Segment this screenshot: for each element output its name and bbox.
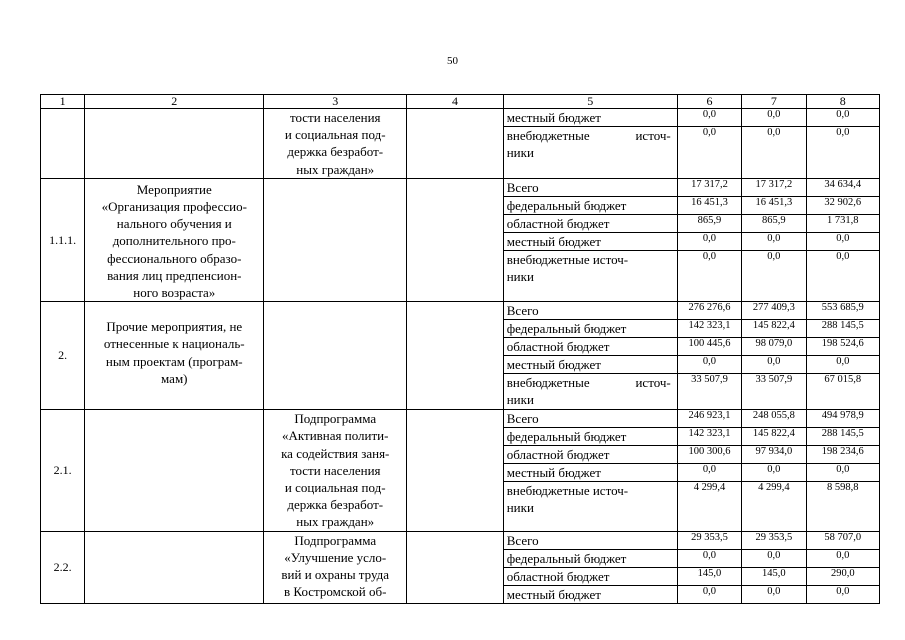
amount-value: 0,0 [742, 585, 805, 603]
amount-value: 145,0 [678, 567, 741, 585]
subprogram-line: «Улучшение усло- [284, 549, 387, 565]
funding-source [504, 302, 677, 319]
event-name-line: нального обучения и [116, 216, 232, 232]
table-row [41, 109, 880, 179]
amount-value: 0,0 [678, 250, 741, 286]
amount-value: 32 902,6 [807, 196, 880, 214]
event-name-line: Прочие мероприятия, не [106, 319, 243, 335]
subprogram-cell [264, 178, 407, 301]
event-name-cell [85, 410, 264, 531]
funding-source [504, 549, 677, 567]
amount-value: 100 300,6 [678, 445, 741, 463]
amount-cell-col-8 [806, 410, 880, 531]
funding-source-line: областной бюджет [506, 568, 610, 584]
amount-cell-col-6 [677, 302, 741, 410]
subprogram-cell [264, 302, 407, 410]
amount-value: 865,9 [742, 214, 805, 232]
empty-cell [407, 109, 504, 179]
funding-source [504, 355, 677, 373]
amount-value: 16 451,3 [678, 196, 741, 214]
budget-table [40, 94, 880, 604]
amount-value: 0,0 [678, 232, 741, 250]
amount-value: 29 353,5 [755, 531, 793, 543]
funding-source-line: областной бюджет [506, 215, 610, 231]
amount-value: 277 409,3 [752, 302, 795, 314]
amount-value: 145 822,4 [742, 427, 805, 445]
funding-source-line: ники [506, 392, 534, 408]
subprogram-line: Подпрограмма [294, 411, 377, 427]
amount-cell-col-8 [806, 531, 880, 603]
amount-value: 0,0 [678, 126, 741, 162]
amount-value: 0,0 [807, 585, 880, 603]
amount-value: 288 145,5 [807, 427, 880, 445]
event-name-cell [85, 531, 264, 603]
header-col-2: 2 [85, 95, 264, 109]
funding-source-line: федеральный бюджет [506, 197, 627, 213]
table-row [41, 410, 880, 531]
funding-source-line: местный бюджет [506, 465, 601, 481]
funding-source [504, 532, 677, 549]
funding-source [504, 410, 677, 427]
funding-source-line: ники [506, 268, 534, 284]
amount-cell-col-7 [742, 531, 806, 603]
subprogram-line: держка безработ- [287, 497, 384, 513]
amount-value: 198 524,6 [807, 337, 880, 355]
event-name-line: дополнительного про- [112, 233, 236, 249]
funding-source-line: местный бюджет [506, 357, 601, 373]
funding-source-line: областной бюджет [506, 447, 610, 463]
empty-cell [407, 410, 504, 531]
funding-source-word: внебюджетные [506, 375, 590, 391]
amount-value: 100 445,6 [678, 337, 741, 355]
amount-value: 58 707,0 [824, 531, 862, 543]
subprogram-cell [264, 109, 407, 179]
amount-value: 553 685,9 [821, 302, 864, 314]
amount-value: 494 978,9 [821, 410, 864, 422]
header-col-4: 4 [407, 95, 504, 109]
amount-cell-col-6 [677, 109, 741, 179]
funding-source-line: Всего [506, 303, 539, 319]
funding-source [504, 481, 677, 517]
amount-cell-col-6 [677, 178, 741, 301]
amount-value: 865,9 [678, 214, 741, 232]
funding-source [504, 373, 677, 409]
item-number: 2.2. [53, 559, 72, 574]
event-name-line: вания лиц предпенсион- [107, 267, 242, 283]
amount-value: 0,0 [742, 463, 805, 481]
amount-value: 33 507,9 [678, 373, 741, 409]
amount-value: 98 079,0 [742, 337, 805, 355]
empty-cell [407, 531, 504, 603]
subprogram-line: ных граждан» [296, 161, 375, 177]
subprogram-line: держка безработ- [287, 144, 384, 160]
funding-source-line: Всего [506, 179, 539, 195]
amount-value: 0,0 [807, 126, 880, 162]
funding-source-cell [503, 302, 677, 410]
subprogram-line: и социальная под- [284, 480, 386, 496]
amount-value: 0,0 [807, 250, 880, 286]
amount-value: 145 822,4 [742, 319, 805, 337]
funding-source [504, 126, 677, 162]
header-col-5: 5 [503, 95, 677, 109]
amount-cell-col-6 [677, 531, 741, 603]
amount-value: 0,0 [678, 355, 741, 373]
funding-source-line: местный бюджет [506, 110, 601, 125]
amount-value: 17 317,2 [691, 178, 728, 190]
amount-cell-col-7 [742, 178, 806, 301]
subprogram-line: вий и охраны труда [281, 567, 390, 583]
subprogram-line: тости населения [289, 462, 381, 478]
amount-value: 0,0 [742, 355, 805, 373]
subprogram-cell [264, 410, 407, 531]
empty-cell [407, 178, 504, 301]
funding-source-cell [503, 178, 677, 301]
funding-source-line: Всего [506, 411, 539, 427]
empty-cell [407, 302, 504, 410]
amount-value: 0,0 [742, 126, 805, 162]
event-name-line: Мероприятие [136, 181, 212, 197]
item-number-cell [41, 531, 85, 603]
item-number-cell [41, 178, 85, 301]
amount-value: 33 507,9 [742, 373, 805, 409]
funding-source [504, 214, 677, 232]
funding-source [504, 196, 677, 214]
funding-source-line [507, 127, 677, 144]
header-col-1: 1 [41, 95, 85, 109]
amount-value: 288 145,5 [807, 319, 880, 337]
amount-value: 276 276,6 [688, 302, 731, 314]
page-number: 50 [447, 55, 458, 67]
funding-source-line: ники [506, 500, 534, 516]
subprogram-cell [264, 531, 407, 603]
header-col-7: 7 [742, 95, 806, 109]
amount-value: 0,0 [742, 549, 805, 567]
amount-value: 290,0 [807, 567, 880, 585]
funding-source-line: федеральный бюджет [506, 550, 627, 566]
event-name-line: ным проектам (програм- [105, 353, 243, 369]
funding-source-line: внебюджетные источ- [506, 483, 629, 499]
funding-source [504, 232, 677, 250]
amount-cell-col-8 [806, 302, 880, 410]
subprogram-line: «Активная полити- [282, 428, 389, 444]
amount-value: 0,0 [742, 250, 805, 286]
amount-value: 0,0 [807, 549, 880, 567]
amount-value: 29 353,5 [691, 531, 728, 543]
funding-source [504, 250, 677, 286]
table-row [41, 302, 880, 410]
table-row [41, 531, 880, 603]
item-number: 2.1. [53, 462, 72, 477]
funding-source-line: федеральный бюджет [506, 429, 627, 445]
amount-value: 248 055,8 [752, 410, 795, 422]
event-name-line: фессионального образо- [107, 250, 242, 266]
amount-value: 1 731,8 [807, 214, 880, 232]
subprogram-line: тости населения [289, 110, 381, 125]
subprogram-line: ных граждан» [296, 514, 375, 530]
amount-value: 0,0 [807, 232, 880, 250]
amount-cell-col-6 [677, 410, 741, 531]
table-row [41, 178, 880, 301]
amount-value: 142 323,1 [678, 319, 741, 337]
item-number-cell [41, 109, 85, 179]
amount-value: 145,0 [742, 567, 805, 585]
amount-value: 67 015,8 [807, 373, 880, 409]
funding-source [504, 567, 677, 585]
amount-cell-col-7 [742, 410, 806, 531]
amount-value: 142 323,1 [678, 427, 741, 445]
amount-value: 34 634,4 [824, 178, 862, 190]
subprogram-line: и социальная под- [284, 127, 386, 143]
amount-value: 0,0 [678, 549, 741, 567]
funding-source-word: источ- [635, 128, 671, 143]
amount-value: 17 317,2 [755, 178, 793, 190]
funding-source-cell [503, 109, 677, 179]
event-name-line: «Организация профессио- [101, 199, 247, 215]
funding-source-line [507, 374, 677, 391]
amount-value: 4 299,4 [742, 481, 805, 517]
item-number: 1.1.1. [49, 232, 77, 247]
funding-source-line: Всего [506, 532, 539, 548]
funding-source-line: ники [506, 145, 534, 160]
amount-value: 246 923,1 [688, 410, 731, 422]
event-name-cell [85, 178, 264, 301]
header-row [41, 95, 880, 109]
amount-value: 97 934,0 [742, 445, 805, 463]
subprogram-line: ка содействия заня- [281, 445, 390, 461]
event-name-cell [85, 109, 264, 179]
funding-source-cell [503, 531, 677, 603]
amount-cell-col-8 [806, 178, 880, 301]
header-col-6: 6 [677, 95, 741, 109]
amount-cell-col-7 [742, 109, 806, 179]
header-col-8: 8 [806, 95, 880, 109]
item-number-cell [41, 410, 85, 531]
amount-value: 4 299,4 [678, 481, 741, 517]
funding-source [504, 109, 677, 126]
funding-source-line: местный бюджет [506, 586, 601, 602]
amount-cell-col-8 [806, 109, 880, 179]
event-name-line: мам) [161, 370, 188, 386]
event-name-line: ного возраста» [133, 285, 216, 301]
funding-source [504, 463, 677, 481]
amount-cell-col-7 [742, 302, 806, 410]
funding-source-line: внебюджетные источ- [506, 251, 629, 267]
funding-source-line: федеральный бюджет [506, 321, 627, 337]
amount-value: 0,0 [678, 463, 741, 481]
subprogram-line: в Костромской об- [284, 584, 387, 600]
amount-value: 0,0 [742, 232, 805, 250]
amount-value: 0,0 [767, 109, 781, 120]
amount-value: 0,0 [807, 463, 880, 481]
amount-value: 0,0 [836, 109, 850, 120]
funding-source [504, 337, 677, 355]
funding-source [504, 585, 677, 603]
amount-value: 0,0 [678, 585, 741, 603]
subprogram-line: Подпрограмма [294, 532, 377, 548]
item-number-cell [41, 302, 85, 410]
event-name-cell [85, 302, 264, 410]
funding-source-line: местный бюджет [506, 233, 601, 249]
amount-value: 8 598,8 [807, 481, 880, 517]
funding-source [504, 179, 677, 196]
funding-source [504, 445, 677, 463]
funding-source-word: источ- [635, 375, 671, 391]
funding-source [504, 319, 677, 337]
item-number: 2. [58, 348, 68, 363]
funding-source-word: внебюджетные [506, 128, 590, 143]
amount-value: 0,0 [702, 109, 716, 120]
funding-source [504, 427, 677, 445]
event-name-line: отнесенные к националь- [103, 336, 245, 352]
funding-source-line: областной бюджет [506, 339, 610, 355]
funding-source-cell [503, 410, 677, 531]
amount-value: 198 234,6 [807, 445, 880, 463]
header-col-3: 3 [264, 95, 407, 109]
amount-value: 0,0 [807, 355, 880, 373]
amount-value: 16 451,3 [742, 196, 805, 214]
